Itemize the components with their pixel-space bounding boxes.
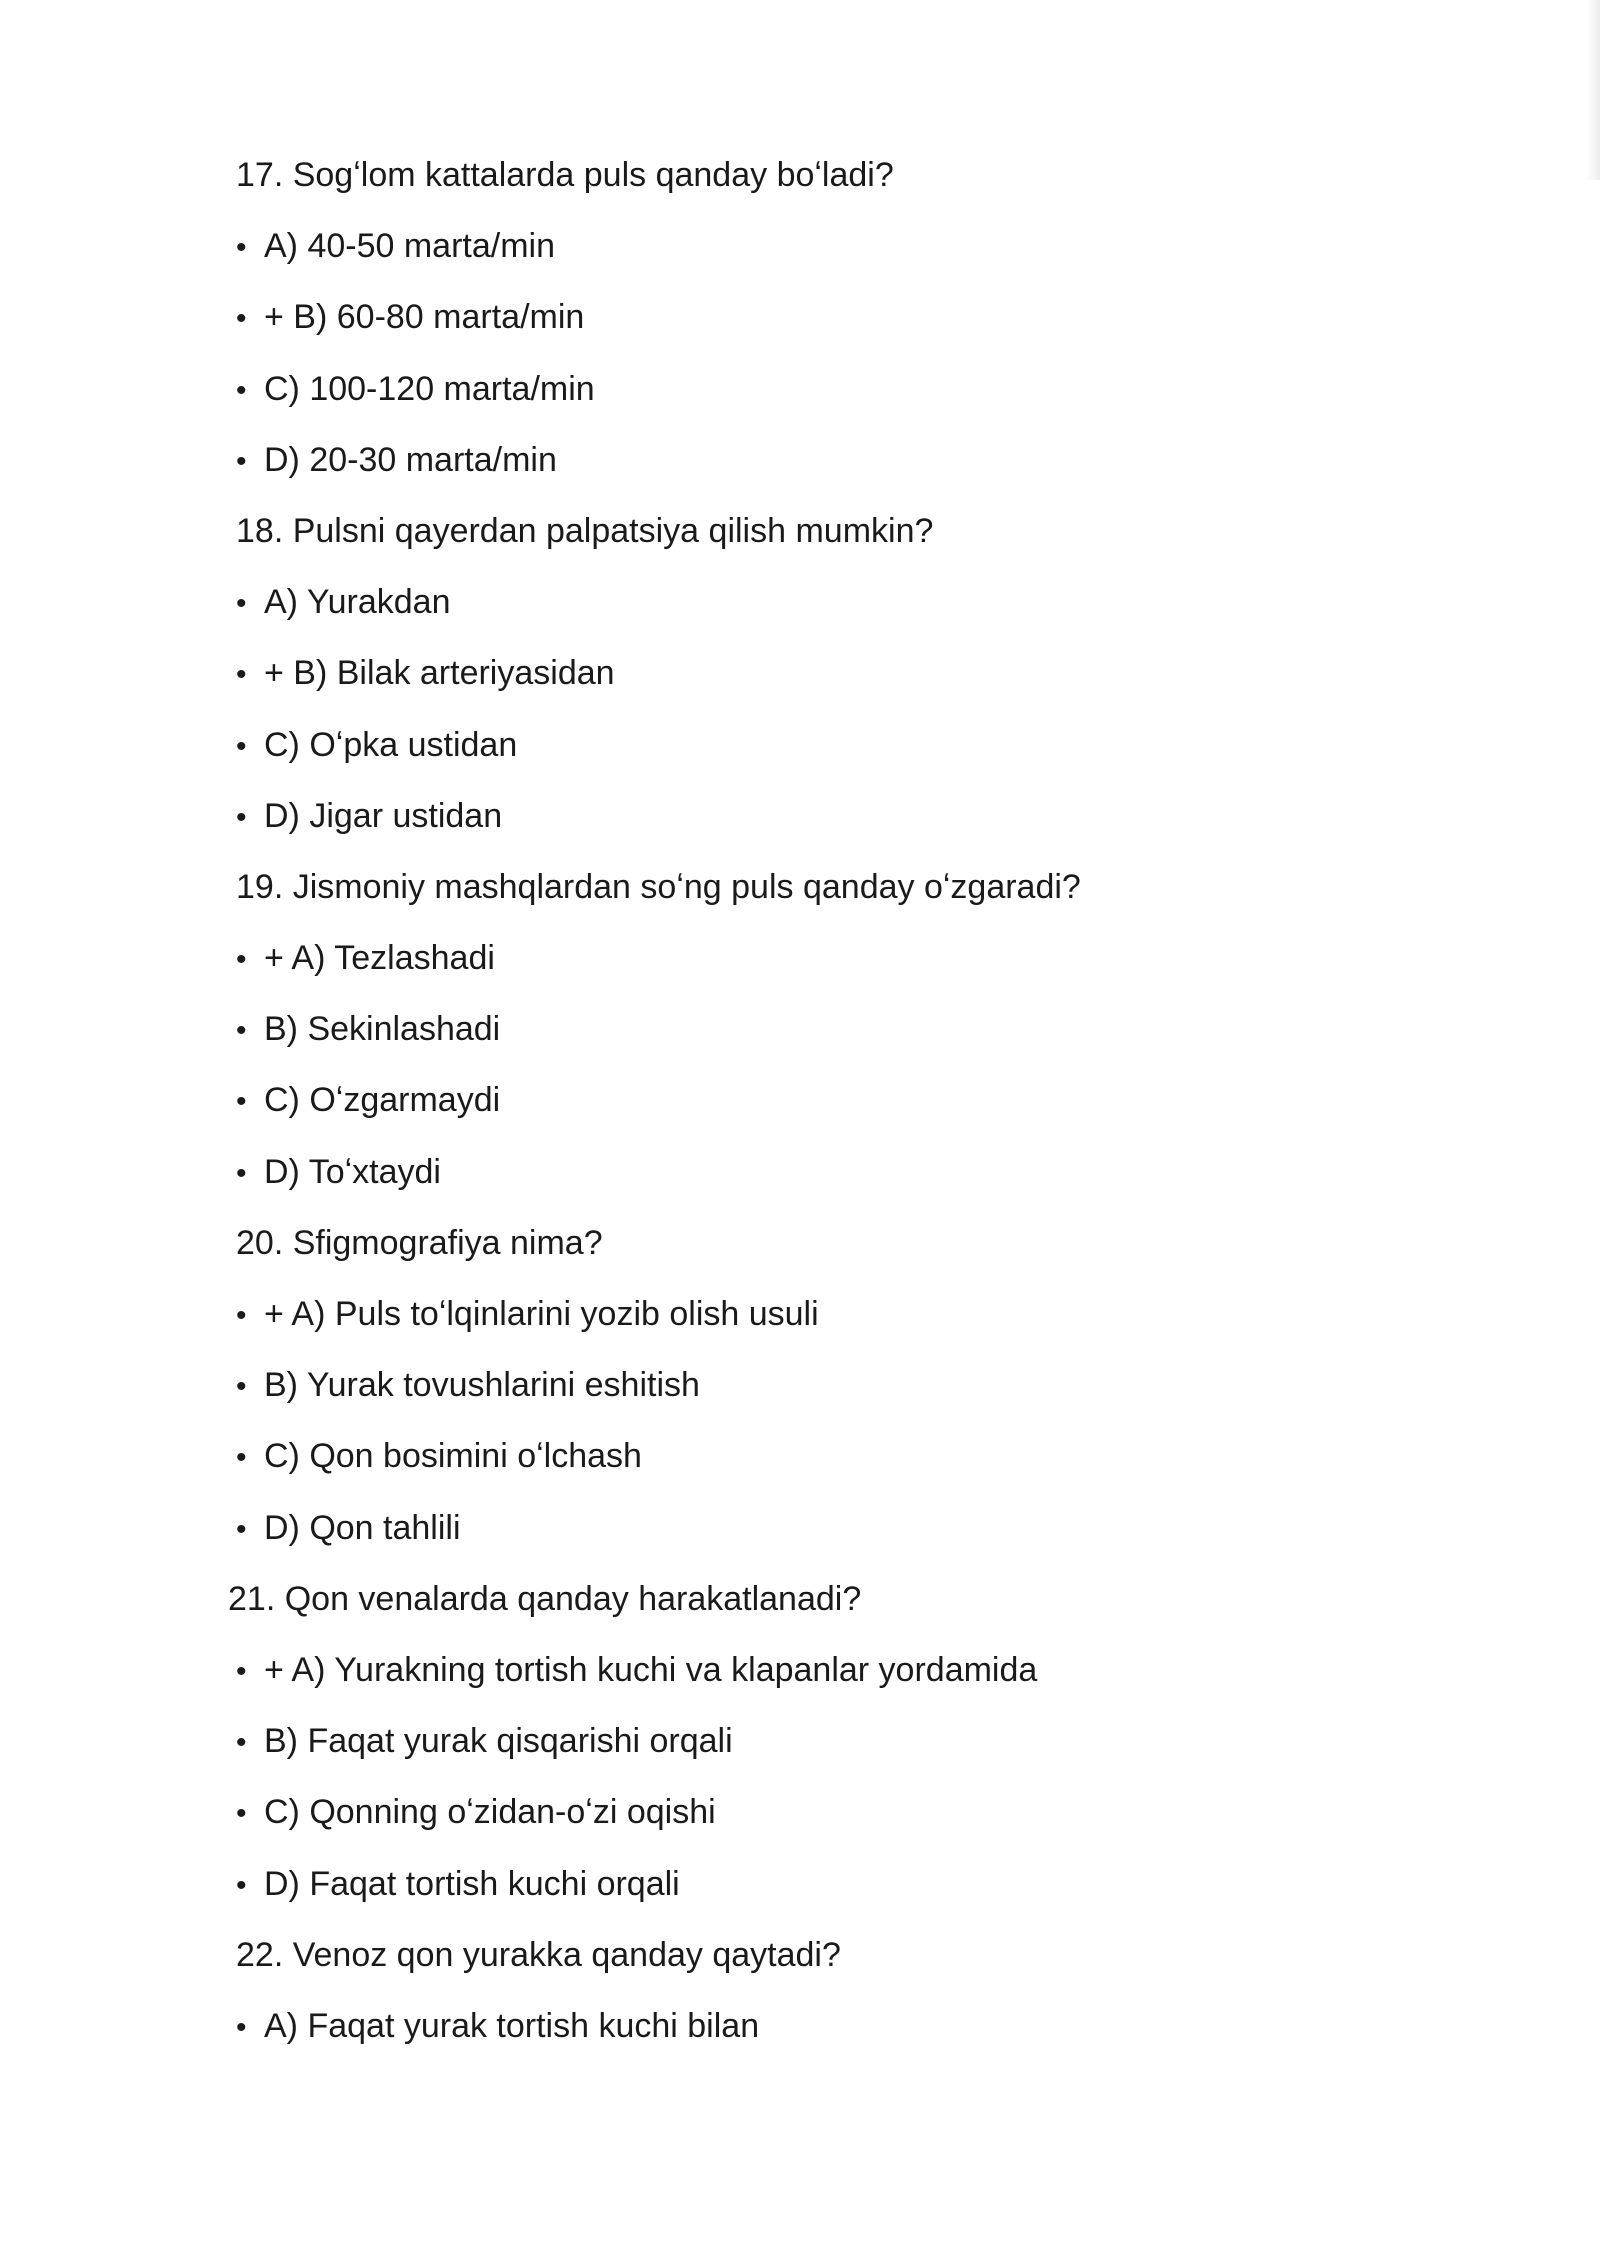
- option-20-d: [236, 1493, 1436, 1564]
- bullet-icon: •: [236, 1797, 247, 1831]
- bullet-icon: •: [236, 444, 247, 478]
- question-20: 20. Sfigmografiya nima?: [236, 1223, 603, 1262]
- option-20-b: [236, 1350, 1436, 1421]
- option-17-c: [236, 354, 1436, 425]
- bullet-icon: •: [236, 1299, 247, 1332]
- option-21-b: [236, 1706, 1436, 1777]
- option-text: C) 100-120 marta/min: [264, 369, 595, 408]
- option-19-a: [236, 923, 1436, 994]
- bullet-icon: •: [236, 302, 247, 336]
- question-17: 17. Sogʻlom kattalarda puls qanday boʻladi?: [236, 156, 894, 194]
- option-text: B) Sekinlashadi: [264, 1010, 501, 1049]
- option-20-c: [236, 1421, 1436, 1492]
- option-text: A) Yurakdan: [264, 583, 451, 622]
- option-18-b: [236, 638, 1436, 709]
- option-text: C) Oʻpka ustidan: [264, 725, 518, 764]
- bullet-icon: •: [236, 1868, 247, 1902]
- option-text: D) Qon tahlili: [264, 1508, 461, 1547]
- bullet-icon: •: [236, 729, 247, 763]
- option-text: A) Faqat yurak tortish kuchi bilan: [264, 2006, 760, 2045]
- bullet-icon: •: [236, 1654, 247, 1688]
- option-17-d: [236, 425, 1436, 496]
- option-17-b: [236, 282, 1436, 353]
- option-17-a: [236, 211, 1436, 282]
- option-18-a: [236, 567, 1436, 638]
- option-20-a: [236, 1279, 1436, 1350]
- option-text: + A) Tezlashadi: [264, 939, 495, 978]
- option-text: + A) Yurakning tortish kuchi va klapanlar yordamida: [264, 1650, 1038, 1689]
- bullet-icon: •: [236, 1085, 247, 1119]
- option-19-c: [236, 1065, 1436, 1136]
- option-21-a: [236, 1635, 1436, 1706]
- bullet-icon: •: [236, 658, 247, 692]
- bullet-icon: •: [236, 1512, 247, 1546]
- option-19-b: [236, 994, 1436, 1065]
- option-text: D) Faqat tortish kuchi orqali: [264, 1864, 680, 1903]
- question-19: 19. Jismoniy mashqlardan soʻng puls qanday oʻzgaradi?: [236, 867, 1081, 906]
- question-18: 18. Pulsni qayerdan palpatsiya qilish mumkin?: [236, 511, 934, 550]
- option-22-a: [236, 1991, 1436, 2062]
- bullet-icon: •: [236, 373, 247, 407]
- option-text: D) Toʻxtaydi: [264, 1152, 441, 1191]
- option-text: + B) Bilak arteriyasidan: [264, 654, 615, 693]
- option-21-c: [236, 1777, 1436, 1848]
- bullet-icon: •: [236, 943, 247, 977]
- option-text: A) 40-50 marta/min: [264, 227, 555, 266]
- question-22: 22. Venoz qon yurakka qanday qaytadi?: [236, 1935, 841, 1974]
- option-19-d: [236, 1137, 1436, 1208]
- option-text: D) Jigar ustidan: [264, 796, 503, 835]
- quiz-content: [228, 140, 1436, 2062]
- bullet-icon: •: [236, 1726, 247, 1760]
- option-text: B) Faqat yurak qisqarishi orqali: [264, 1722, 733, 1761]
- option-18-d: [236, 781, 1436, 852]
- question-21: 21. Qon venalarda qanday harakatlanadi?: [228, 1579, 862, 1618]
- bullet-icon: •: [236, 1156, 247, 1190]
- bullet-icon: •: [236, 231, 247, 265]
- option-21-d: [236, 1849, 1436, 1920]
- option-text: C) Qonning oʻzidan-oʻzi oqishi: [264, 1793, 716, 1832]
- bullet-icon: •: [236, 1014, 247, 1048]
- page-edge-shadow: [1586, 0, 1600, 180]
- bullet-icon: •: [236, 1441, 247, 1475]
- bullet-icon: •: [236, 1370, 247, 1404]
- option-text: + A) Puls toʻlqinlarini yozib olish usuli: [264, 1295, 819, 1333]
- option-text: B) Yurak tovushlarini eshitish: [264, 1366, 700, 1405]
- option-text: + B) 60-80 marta/min: [264, 298, 585, 337]
- bullet-icon: •: [236, 800, 247, 834]
- option-text: C) Oʻzgarmaydi: [264, 1081, 501, 1120]
- option-text: D) 20-30 marta/min: [264, 440, 557, 479]
- bullet-icon: •: [236, 2010, 247, 2044]
- bullet-icon: •: [236, 587, 247, 621]
- option-18-c: [236, 710, 1436, 781]
- option-text: C) Qon bosimini oʻlchash: [264, 1437, 642, 1476]
